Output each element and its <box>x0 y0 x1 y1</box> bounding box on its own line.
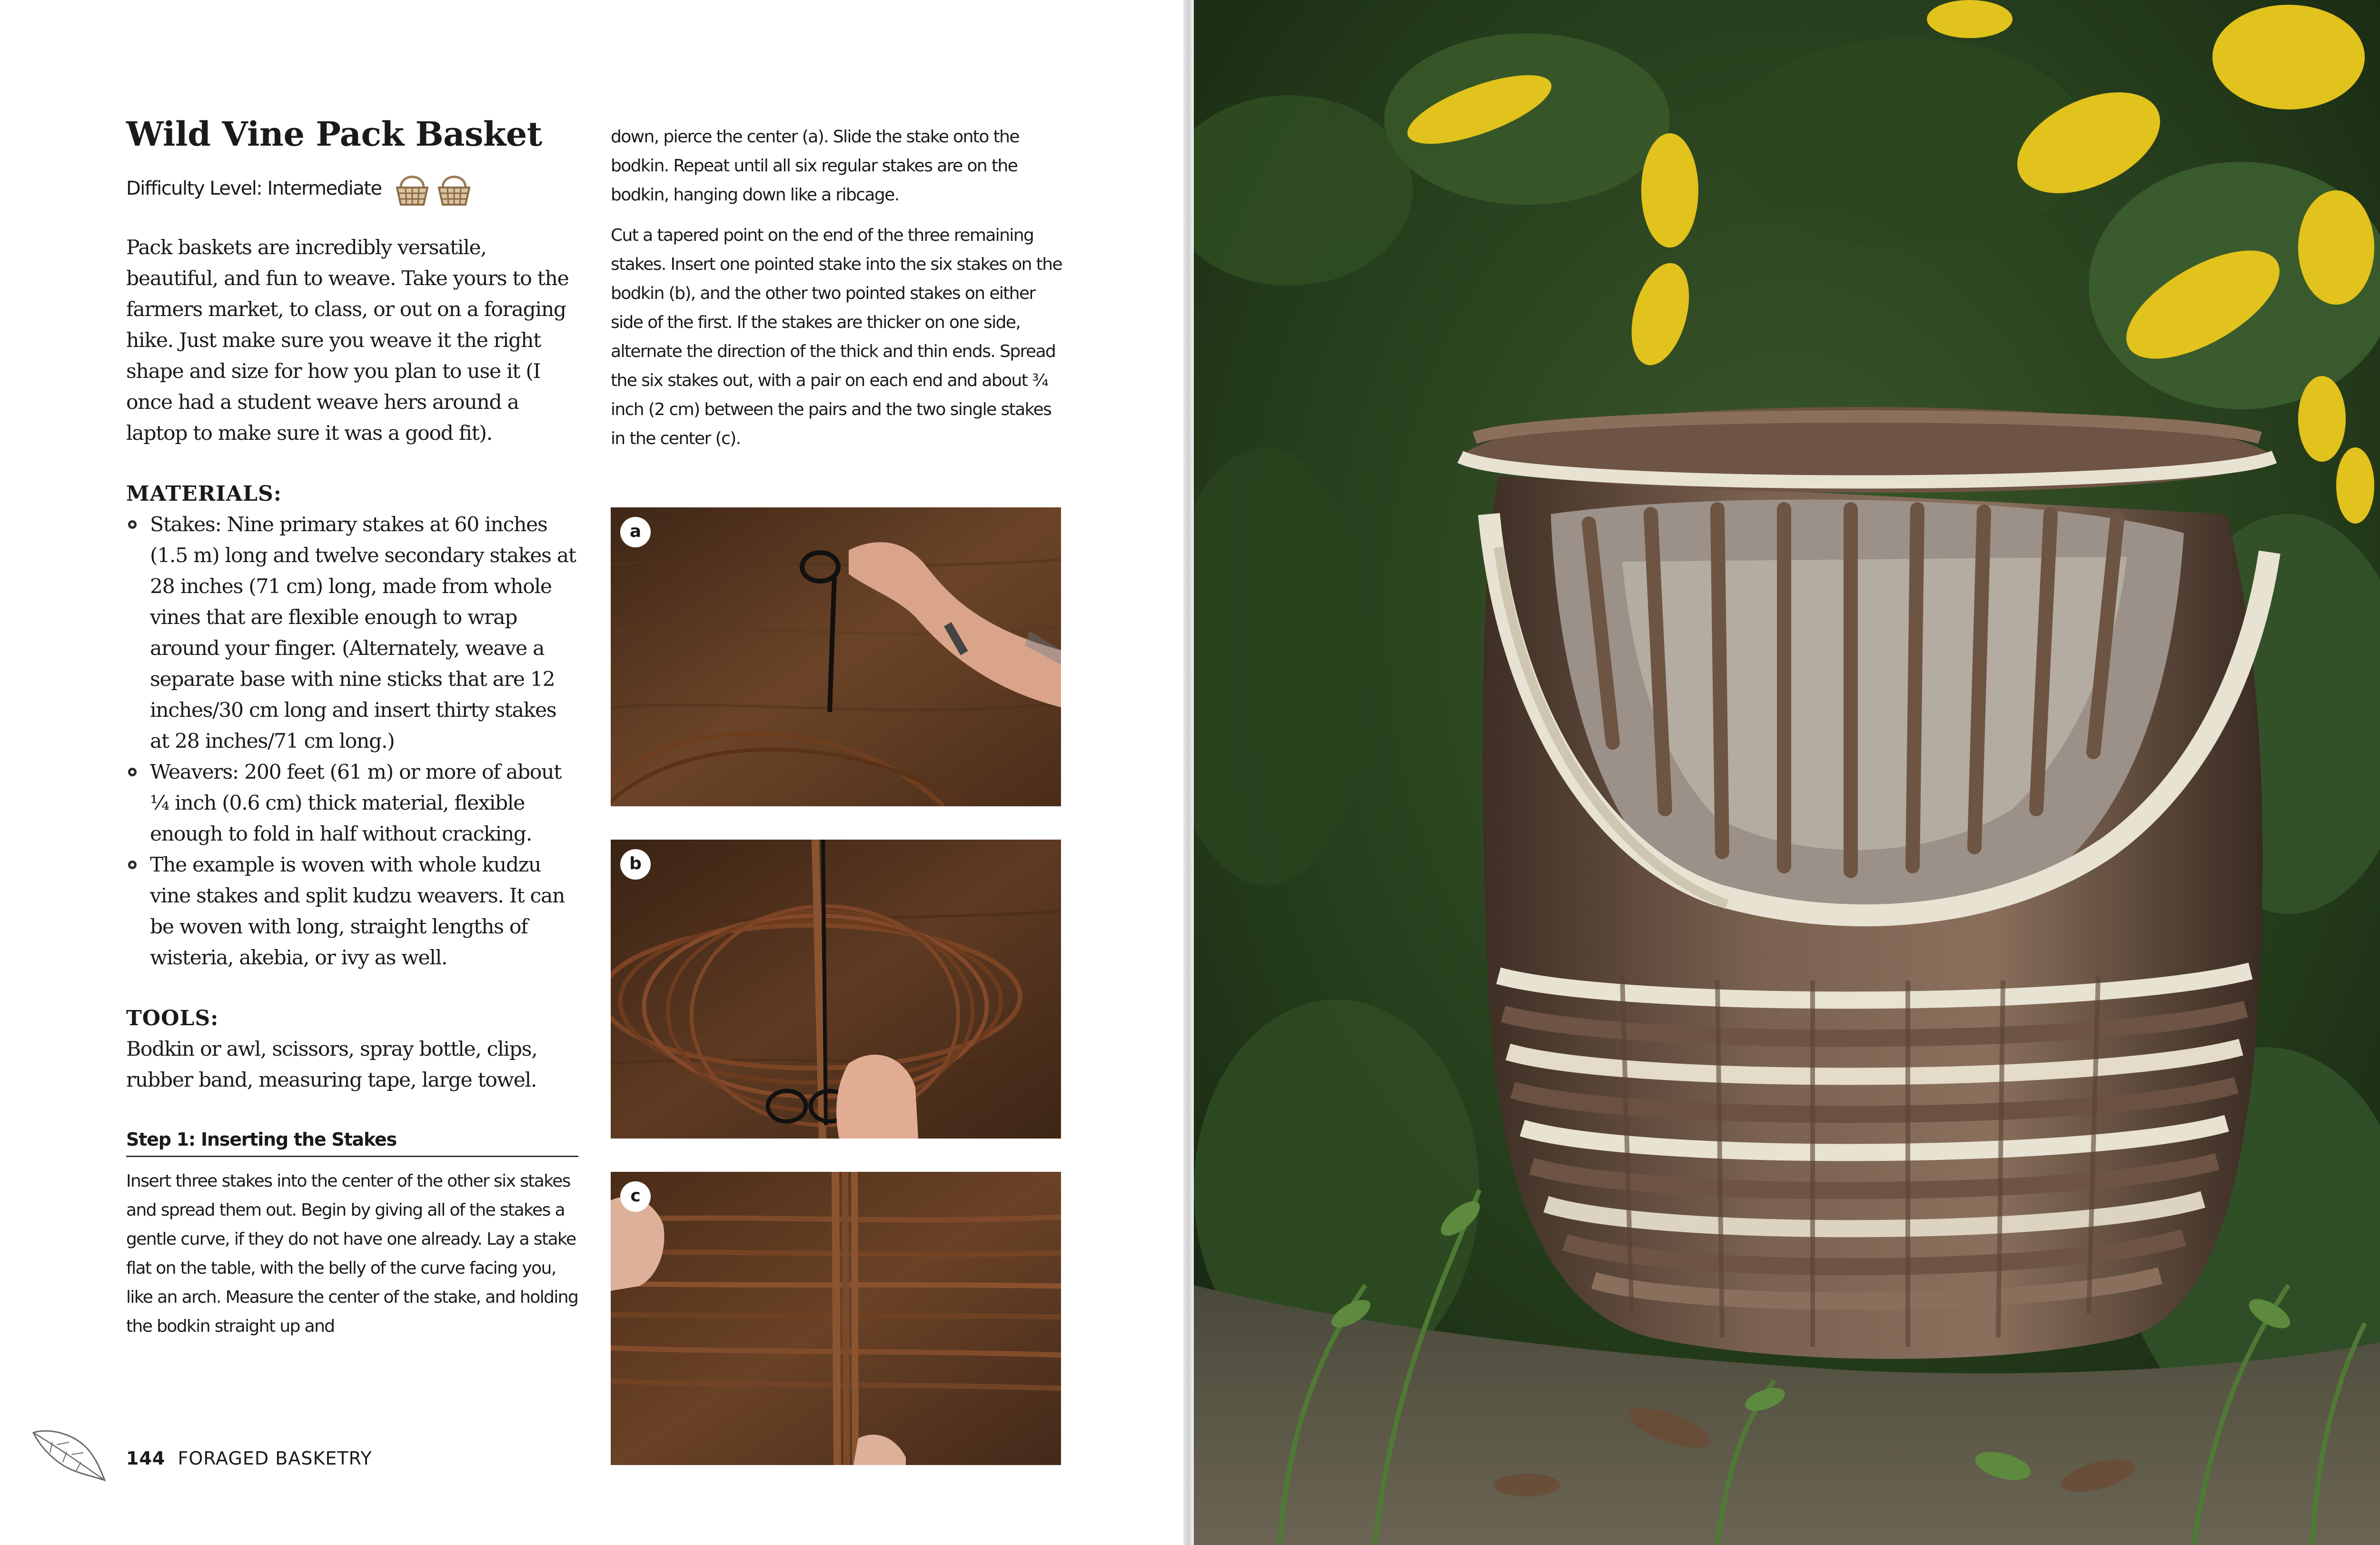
difficulty-level <box>126 169 578 208</box>
continued-paragraph: Cut a tapered point on the end of the three remaining stakes. Insert one pointed stake into the six stakes on the bodkin (b), and the other two pointed stakes on either side of the first. If the stakes are thicker on one side, alternate the direction of the thick and thin ends. Spread the six stakes out, with a pair on each end and about ¾ inch (2 cm) between the pairs and the two single stakes in the center (c). <box>611 226 1062 448</box>
right-column <box>611 122 1063 465</box>
step1-heading: Step 1: Inserting the Stakes <box>126 1129 578 1157</box>
photo-c-image <box>611 1172 1061 1465</box>
list-item <box>126 850 578 973</box>
bullet-icon <box>128 520 137 529</box>
photo-c <box>611 1172 1061 1465</box>
basket-icon <box>394 169 430 208</box>
book-title: FORAGED BASKETRY <box>178 1448 372 1469</box>
tools-text: Bodkin or awl, scissors, spray bottle, clips, rubber band, measuring tape, large towel. <box>126 1038 537 1092</box>
difficulty-label: Difficulty Level: Intermediate <box>126 178 382 199</box>
page-title: Wild Vine Pack Basket <box>126 114 542 154</box>
intro-paragraph: Pack baskets are incredibly versatile, beautiful, and fun to weave. Take yours to the farmers market, to class, or out on a foraging hike. Just make sure you weave it the right shape and size for how you plan to use it (I once had a student weave hers around a laptop to make sure it was a good fit). <box>126 236 569 445</box>
leaf-icon <box>29 1423 109 1485</box>
materials-item-text: Weavers: 200 feet (61 m) or more of about ¼ inch (0.6 cm) thick material, flexible enough to fold in half without cracking. <box>150 761 562 846</box>
left-page <box>0 0 1183 1545</box>
page-number: 144 <box>126 1448 166 1469</box>
materials-heading: MATERIALS: <box>126 482 282 506</box>
left-column <box>126 114 578 1341</box>
photo-label-b: b <box>620 849 651 880</box>
step1-text: Insert three stakes into the center of the other six stakes and spread them out. Begin by giving all of the stakes a gentle curve, if they do not have one already. Lay a stake flat on the table, with the belly of the curve facing you, like an arch. Measure the center of the stake, and holding the bodkin straight up and <box>126 1171 578 1336</box>
book-gutter <box>1183 0 1194 1545</box>
photo-b-image <box>611 840 1061 1139</box>
bullet-icon <box>128 768 137 776</box>
photo-a-image <box>611 507 1061 806</box>
bullet-icon <box>128 861 137 869</box>
list-item <box>126 757 578 850</box>
footer-leaf <box>29 1423 109 1485</box>
page-footer <box>126 1448 372 1469</box>
photo-label-a: a <box>620 517 651 547</box>
photo-label-c: c <box>620 1181 651 1212</box>
materials-item-text: The example is woven with whole kudzu vine stakes and split kudzu weavers. It can be woven with long, straight lengths of wisteria, akebia, or ivy as well. <box>150 853 565 970</box>
difficulty-icons <box>394 169 472 208</box>
materials-list <box>126 509 578 973</box>
photo-a <box>611 507 1061 806</box>
photo-b <box>611 840 1061 1139</box>
materials-item-text: Stakes: Nine primary stakes at 60 inches (1.5 m) long and twelve secondary stakes at 28 inches (71 cm) long, made from whole vines that are flexible enough to wrap around your finger. (Alternately, weave a separate base with nine sticks that are 12 inches/30 cm long and insert thirty stakes at 28 inches/71 cm long.) <box>150 513 576 753</box>
basket-icon <box>436 169 472 208</box>
pack-basket-photo <box>1194 0 2380 1545</box>
continued-paragraph: down, pierce the center (a). Slide the stake onto the bodkin. Repeat until all six regular stakes are on the bodkin, hanging down like a ribcage. <box>611 127 1019 205</box>
tools-heading: TOOLS: <box>126 1006 219 1030</box>
list-item <box>126 509 578 757</box>
right-page-photo <box>1194 0 2380 1545</box>
